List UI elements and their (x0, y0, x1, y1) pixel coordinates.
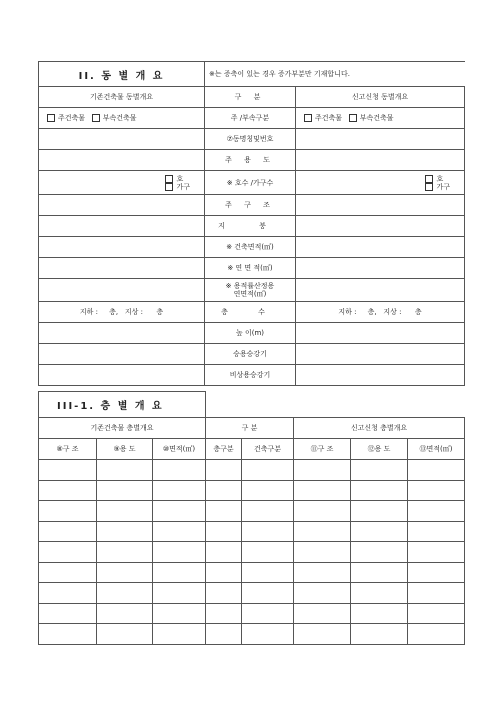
existing-ho-gagu (165, 175, 190, 191)
floor-table-cell[interactable] (153, 480, 206, 501)
floor-table-row (39, 521, 465, 542)
above-ground-label: 지상 : (124, 308, 143, 316)
floor-area-label: ※ 연 면 적(㎡) (205, 258, 296, 279)
floor-table-cell[interactable] (39, 562, 97, 583)
floor-table-cell[interactable] (97, 624, 153, 645)
col-use9: ⑨용 도 (97, 439, 153, 460)
new-main-annex (296, 108, 465, 129)
floor-table-cell[interactable] (206, 603, 242, 624)
floor-table-cell[interactable] (39, 480, 97, 501)
floor-table-cell[interactable] (294, 460, 351, 481)
col-bldg-type: 건축구분 (242, 439, 294, 460)
floor-table-cell[interactable] (153, 603, 206, 624)
new-use[interactable] (296, 150, 465, 171)
floor-table-cell[interactable] (206, 501, 242, 522)
section-title: II. 동 별 개 요 (39, 62, 205, 87)
floor-table-cell[interactable] (206, 480, 242, 501)
far-area-label-line2: 연면적(㎡) (233, 290, 267, 298)
floor-table-cell[interactable] (242, 501, 294, 522)
category-header: 구 분 (205, 87, 296, 108)
floor-table-cell[interactable] (408, 501, 465, 522)
new-ho-checkbox[interactable] (425, 175, 433, 183)
col-structure11: ⑪구 조 (294, 439, 351, 460)
existing-main-annex (39, 108, 205, 129)
roof-label: 지 붕 (205, 216, 296, 237)
floor-table-cell[interactable] (294, 542, 351, 563)
new-header: 신고신청 동별개요 (296, 87, 465, 108)
new-floor-unit2-label: 층 (414, 308, 422, 316)
existing-emergency-elevator[interactable] (39, 365, 205, 386)
new-roof[interactable] (296, 216, 465, 237)
floor-table-cell[interactable] (242, 521, 294, 542)
floor-table-cell[interactable] (242, 624, 294, 645)
floor-table-cell[interactable] (153, 562, 206, 583)
floor-table-row (39, 583, 465, 604)
new-floor-unit-label: 층, (367, 308, 377, 316)
floor-table-cell[interactable] (351, 501, 408, 522)
floor-table-cell[interactable] (97, 460, 153, 481)
new-floors[interactable] (296, 302, 465, 323)
floor-table-cell[interactable] (97, 521, 153, 542)
annex-building-checkbox[interactable] (92, 114, 100, 122)
floor-unit2-label: 층 (156, 308, 164, 316)
floor-table-row (39, 562, 465, 583)
col-floor-type: 층구분 (206, 439, 242, 460)
new-passenger-elevator[interactable] (296, 344, 465, 365)
floor-table-cell[interactable] (242, 480, 294, 501)
floor-table-cell[interactable] (294, 624, 351, 645)
floor-new-header: 신고신청 층별개요 (294, 418, 465, 439)
new-dong-name[interactable] (296, 129, 465, 150)
floor-table-cell[interactable] (294, 603, 351, 624)
floor-table-cell[interactable] (242, 542, 294, 563)
passenger-elevator-label: 승용승강기 (205, 344, 296, 365)
floor-table-cell[interactable] (39, 583, 97, 604)
new-main-building-checkbox[interactable] (304, 114, 312, 122)
far-area-label (205, 279, 296, 302)
floor-table-cell[interactable] (153, 624, 206, 645)
new-main-building-label: 주건축물 (315, 114, 343, 122)
new-building-area[interactable] (296, 237, 465, 258)
use-label: 주 용 도 (205, 150, 296, 171)
new-above-ground-label: 지상 : (383, 308, 402, 316)
gagu-label: 가구 (176, 182, 190, 191)
floor-table-row (39, 542, 465, 563)
new-floor-area[interactable] (296, 258, 465, 279)
floor-table-cell[interactable] (206, 583, 242, 604)
floor-table-cell[interactable] (351, 562, 408, 583)
floor-table-cell[interactable] (206, 521, 242, 542)
floor-table-cell[interactable] (351, 583, 408, 604)
existing-passenger-elevator[interactable] (39, 344, 205, 365)
floor-overview-table (38, 391, 465, 645)
col-use12: ⑫용 도 (351, 439, 408, 460)
emergency-elevator-label: 비상용승강기 (205, 365, 296, 386)
existing-roof[interactable] (39, 216, 205, 237)
floor-table-cell[interactable] (408, 624, 465, 645)
new-structure[interactable] (296, 195, 465, 216)
floor-table-row (39, 501, 465, 522)
new-annex-building-label: 부속건축물 (359, 114, 394, 122)
floor-table-cell[interactable] (153, 583, 206, 604)
floor-table-cell[interactable] (242, 460, 294, 481)
floor-table-cell[interactable] (206, 562, 242, 583)
floor-table-cell[interactable] (408, 460, 465, 481)
floor-table-cell[interactable] (97, 480, 153, 501)
floor-category-header: 구 분 (206, 418, 294, 439)
floor-table-cell[interactable] (97, 562, 153, 583)
existing-structure[interactable] (39, 195, 205, 216)
col-structure8: ⑧구 조 (39, 439, 97, 460)
floor-table-cell[interactable] (153, 542, 206, 563)
floor-table-cell[interactable] (206, 542, 242, 563)
floor-table-row (39, 480, 465, 501)
new-gagu-checkbox[interactable] (425, 183, 433, 191)
new-households[interactable] (296, 171, 465, 195)
floor-table-cell[interactable] (294, 480, 351, 501)
existing-height[interactable] (39, 323, 205, 344)
floor-table-cell[interactable] (206, 624, 242, 645)
floor-table-cell[interactable] (39, 603, 97, 624)
floor-table-cell[interactable] (351, 460, 408, 481)
floor-table-cell[interactable] (39, 501, 97, 522)
floor-existing-header: 기존건축물 층별개요 (39, 418, 206, 439)
structure-label: 주 구 조 (205, 195, 296, 216)
existing-far-area[interactable] (39, 279, 205, 302)
new-far-area[interactable] (296, 279, 465, 302)
floor-section-title: III-1. 층 별 개 요 (39, 392, 206, 418)
col-area10: ⑩면적(㎡) (153, 439, 206, 460)
floor-table-cell[interactable] (351, 521, 408, 542)
floor-table-cell[interactable] (242, 562, 294, 583)
basement-label: 지하 : (79, 308, 99, 316)
floor-table-cell[interactable] (294, 562, 351, 583)
building-overview-table (38, 61, 465, 386)
floor-table-row (39, 460, 465, 481)
floor-unit-label: 층, (109, 308, 119, 316)
main-building-checkbox[interactable] (47, 114, 55, 122)
households-label: ※ 호수 /가구수 (205, 171, 296, 195)
existing-header: 기존건축물 동별개요 (39, 87, 205, 108)
floor-table-row (39, 603, 465, 624)
floor-table-cell[interactable] (97, 603, 153, 624)
floor-table-cell[interactable] (408, 480, 465, 501)
floor-table-cell[interactable] (351, 542, 408, 563)
floor-table-cell[interactable] (408, 583, 465, 604)
floor-table-cell[interactable] (153, 460, 206, 481)
building-area-label: ※ 건축면적(㎡) (205, 237, 296, 258)
main-annex-label: 주 /부속구분 (205, 108, 296, 129)
gagu-checkbox[interactable] (165, 183, 173, 191)
existing-use[interactable] (39, 150, 205, 171)
floor-table-cell[interactable] (408, 562, 465, 583)
height-label: 높 이(m) (205, 323, 296, 344)
new-basement-label: 지하 : (338, 308, 357, 316)
new-gagu-label: 가구 (436, 182, 450, 191)
floor-table-cell[interactable] (97, 501, 153, 522)
existing-households[interactable] (39, 171, 205, 195)
floor-table-cell[interactable] (351, 624, 408, 645)
new-height[interactable] (296, 323, 465, 344)
floor-table-cell[interactable] (351, 480, 408, 501)
floor-table-cell[interactable] (39, 624, 97, 645)
far-area-label-line1: ※ 용적률산정용 (225, 282, 275, 290)
annex-building-label: 부속건축물 (102, 114, 137, 122)
ho-checkbox[interactable] (165, 175, 173, 183)
floor-table-cell[interactable] (242, 583, 294, 604)
new-ho-label: 호 (436, 174, 444, 183)
floor-table-cell[interactable] (408, 521, 465, 542)
floor-table-cell[interactable] (153, 521, 206, 542)
floor-table-cell[interactable] (408, 542, 465, 563)
new-emergency-elevator[interactable] (296, 365, 465, 386)
floor-table-cell[interactable] (97, 542, 153, 563)
floor-table-cell[interactable] (294, 583, 351, 604)
floor-table-cell[interactable] (294, 501, 351, 522)
floor-table-cell[interactable] (39, 460, 97, 481)
existing-floors[interactable] (39, 302, 205, 323)
existing-building-area[interactable] (39, 237, 205, 258)
floor-table-cell[interactable] (408, 603, 465, 624)
floor-section-blank (206, 392, 465, 418)
floor-table-cell[interactable] (153, 501, 206, 522)
main-building-label: 주건축물 (58, 114, 86, 122)
ho-label: 호 (176, 174, 184, 183)
floors-label: 층 수 (205, 302, 296, 323)
floor-table-row (39, 624, 465, 645)
floor-table-cell[interactable] (39, 521, 97, 542)
floor-table-cell[interactable] (294, 521, 351, 542)
floor-table-cell[interactable] (242, 603, 294, 624)
existing-dong-name[interactable] (39, 129, 205, 150)
floor-table-cell[interactable] (39, 542, 97, 563)
dong-name-label: ⑦동명칭및번호 (205, 129, 296, 150)
existing-floor-area[interactable] (39, 258, 205, 279)
col-area13: ⑬면적(㎡) (408, 439, 465, 460)
floor-table-cell[interactable] (97, 583, 153, 604)
section-note: ※는 증축이 있는 경우 증가부분만 기재합니다. (205, 62, 465, 87)
floor-table-cell[interactable] (206, 460, 242, 481)
floor-table-cell[interactable] (351, 603, 408, 624)
new-annex-building-checkbox[interactable] (349, 114, 357, 122)
new-ho-gagu (425, 175, 450, 191)
